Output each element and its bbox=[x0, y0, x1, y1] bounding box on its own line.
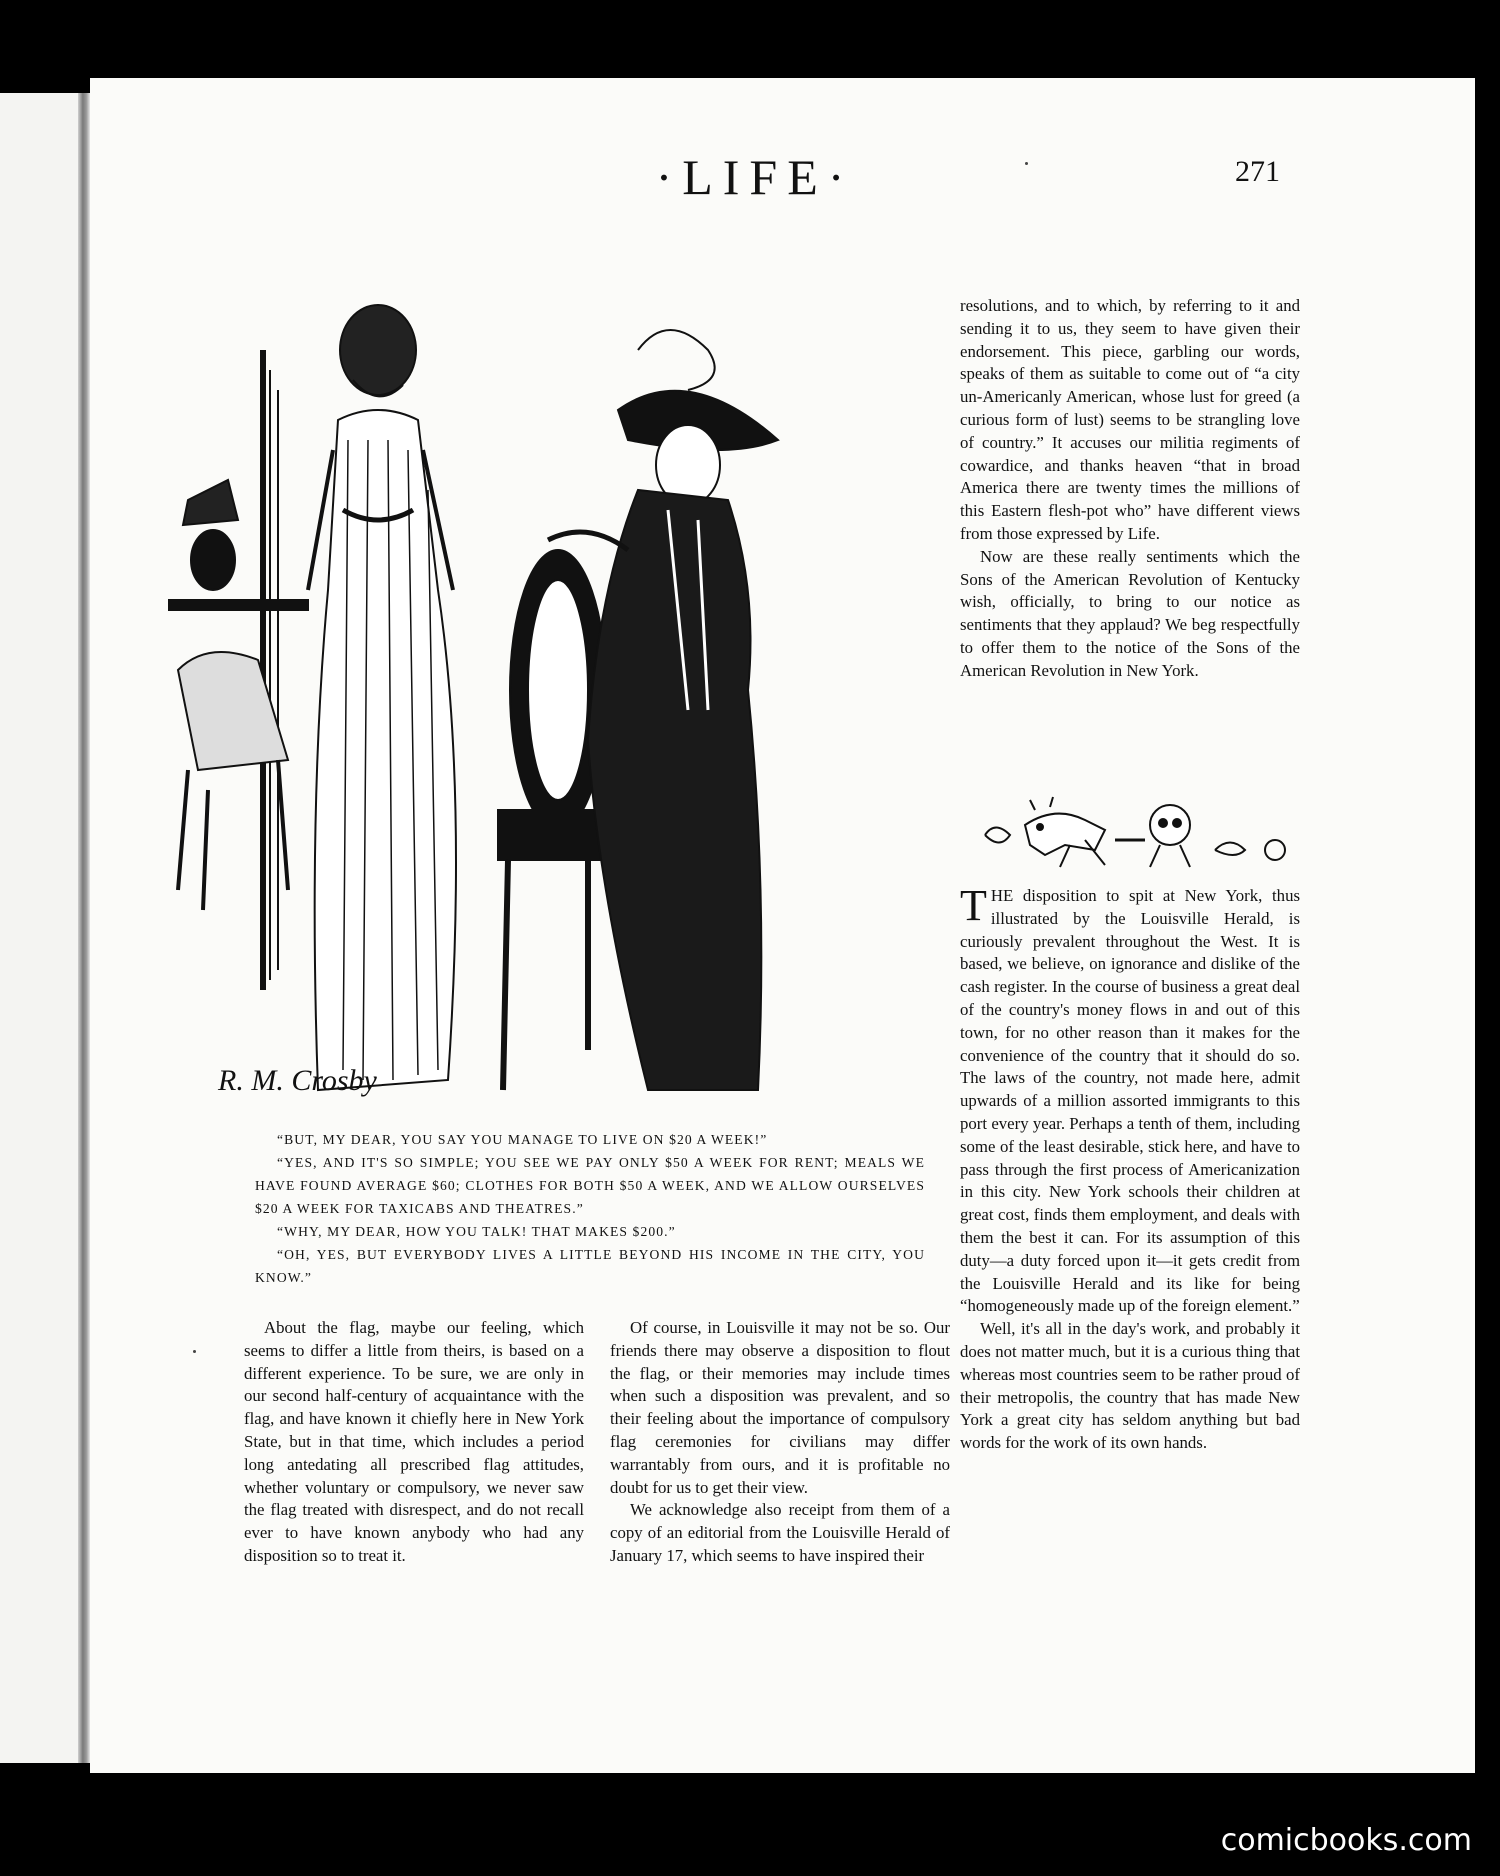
page-number: 271 bbox=[1235, 155, 1280, 188]
article-column-1 bbox=[244, 1317, 584, 1568]
goat-chasing-child-vignette-icon bbox=[975, 795, 1295, 875]
masthead-title: ·LIFE· bbox=[655, 149, 855, 205]
caption-line: “BUT, MY DEAR, YOU SAY YOU MANAGE TO LIVE ON $20 A WEEK!” bbox=[277, 1132, 768, 1147]
paragraph-text: HE disposition to spit at New York, thus illustrated by the Louisville Herald, is curiously prevalent throughout the West. It is based, we believe, on ignorance and dislike of the cash register. In the course of business a great deal of the country's money flows in and out of this town, for no other reason than it makes for the convenience of the country that it should do so. The laws of the country, not made here, admit upwards of a million assorted immigrants to this port every year. Perhaps a tenth of them, including some of the least desirable, stick here, and have to pass through the first process of Americanization in this city. New York schools their children at great cost, finds them employment, and deals with them the best it can. For its assumption of this duty—a duty forced upon it—it gets credit from the Louisville Herald and its like for being “homogeneously made up of the foreign element.” bbox=[960, 886, 1300, 1316]
paragraph: Well, it's all in the day's work, and probably it does not matter much, but it is a curious thing that whereas most countries seem to be rather proud of their metropolis, the country that has made New York a great city has seldom anything but bad words for the work of its own hands. bbox=[960, 1319, 1300, 1453]
margin-speck bbox=[193, 1350, 196, 1353]
caption-line: “YES, AND IT'S SO SIMPLE; YOU SEE WE PAY ONLY $50 A WEEK FOR RENT; MEALS WE HAVE FOUND AVERAGE $60; CLOTHES FOR BOTH $50 A WEEK, AND WE ALLOW OURSELVES $20 A WEEK FOR TAXICABS AND THEATRES.” bbox=[255, 1155, 925, 1216]
paragraph: resolutions, and to which, by referring to it and sending it to us, they seem to have given their endorsement. This piece, garbling our words, speaks of them as suitable to come out of “a city un-Americanly American, whose lust for greed (a curious form of lust) seems to be strangling love of country.” It accuses our militia regiments of cowardice, and thanks heaven “that in broad America there are twenty times the millions of this Eastern flesh-pot who” have different views from those expressed by Life. bbox=[960, 296, 1300, 543]
article-column-3-top bbox=[960, 295, 1300, 683]
drop-cap: T bbox=[960, 881, 987, 930]
article-column-2 bbox=[610, 1317, 950, 1568]
caption-line: “OH, YES, BUT EVERYBODY LIVES A LITTLE BEYOND HIS INCOME IN THE CITY, YOU KNOW.” bbox=[255, 1247, 925, 1285]
site-watermark: comicbooks.com bbox=[1220, 1823, 1472, 1858]
paragraph bbox=[960, 881, 1300, 1318]
margin-speck bbox=[1025, 162, 1028, 165]
book-gutter bbox=[78, 93, 90, 1763]
caption-line: “WHY, MY DEAR, HOW YOU TALK! THAT MAKES $200.” bbox=[277, 1224, 676, 1239]
paragraph: Now are these really sentiments which the Sons of the American Revolution of Kentucky wish, officially, to bring to our notice as sentiments that they applaud? We beg respectfully to offer them to the notice of the Sons of the American Revolution in New York. bbox=[960, 546, 1300, 680]
two-women-sketch-illustration bbox=[168, 290, 944, 1120]
paragraph: About the flag, maybe our feeling, which seems to differ a little from theirs, is based on a different experience. To be sure, we are only in our second half-century of acquaintance with the flag, and have known it chiefly here in New York State, but in that time, which includes a period long antedating all prescribed flag attitudes, whether voluntary or compulsory, we never saw the flag treated with disrespect, and do not recall ever to have known anybody who had any disposition so to treat it. bbox=[244, 1318, 584, 1565]
artist-signature: R. M. Crosby bbox=[218, 1064, 377, 1097]
paragraph: Of course, in Louisville it may not be so. Our friends there may observe a disposition to flout the flag, or their memories may include times when such a disposition was prevalent, and so their feeling about the importance of compulsory flag ceremonies for civilians may differ warrantably from ours, and it is profitable no doubt for us to get their view. bbox=[610, 1318, 950, 1497]
paragraph: We acknowledge also receipt from them of a copy of an editorial from the Louisville Herald of January 17, which seems to have inspired their bbox=[610, 1500, 950, 1565]
cartoon-caption bbox=[255, 1128, 925, 1289]
article-column-3-bottom bbox=[960, 881, 1300, 1455]
facing-page-edge bbox=[0, 93, 80, 1763]
